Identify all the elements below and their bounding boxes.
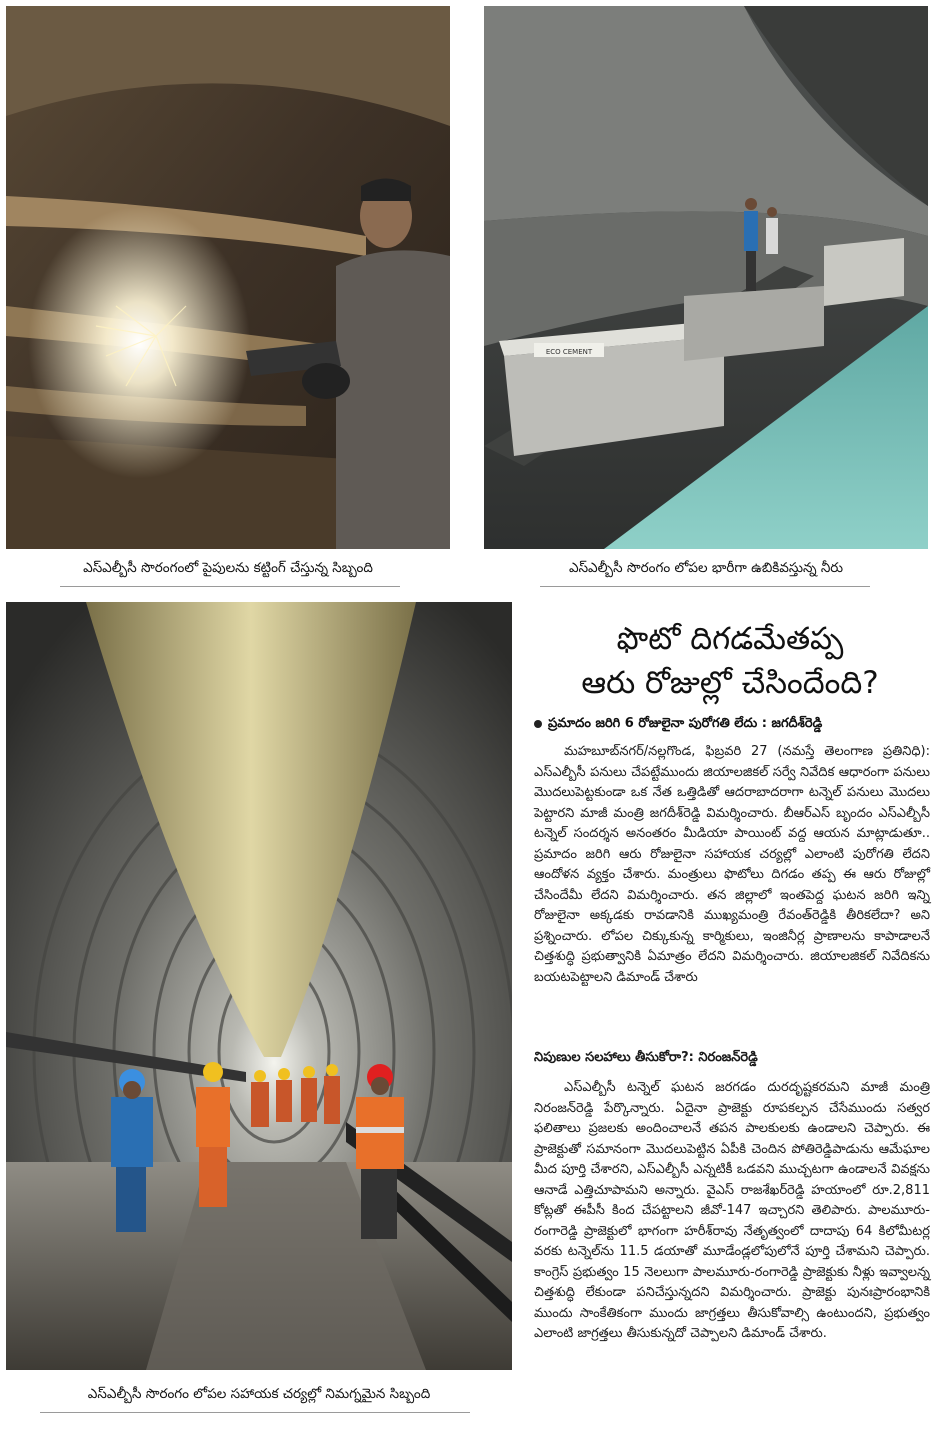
photo1-caption: ఎస్ఎల్బీసీ సొరంగంలో పైపులను కట్టింగ్ చేస్తున్న సిబ్బంది [83, 560, 373, 576]
photo2-caption-rule [540, 586, 870, 587]
article-headline-line2: ఆరు రోజుల్లో చేసిందేంది? [581, 665, 879, 701]
article-paragraph-1: మహబూబ్‌నగర్/నల్లగొండ, ఫిబ్రవరి 27 (నమస్తే తెలంగాణ ప్రతినిధి): ఎస్ఎల్బీసీ పనులు చేపట్టేముందు జియాలజికల్ సర్వే నివేదిక ఆధారంగా పనులు మొదలుపెట్టకుండా ఒక నేత ఒత్తిడితో ఆదరాబాదరాగా టన్నెల్ పనులు మొదలు పెట్టారని మాజీ మంత్రి జగదీశ్‌రెడ్డి విమర్శించారు. బీఆర్ఎస్ బృందం ఎస్ఎల్బీసీ టన్నెల్ సందర్శన అనంతరం మీడియా పాయింట్ వద్ద ఆయన మాట్లాడుతూ.. ప్రమాదం జరిగి ఆరు రోజులైనా సహాయక చర్యల్లో ఎలాంటి పురోగతి లేదని ఆందోళన వ్యక్తం చేశారు. మంత్రులు ఫొటోలు దిగడం తప్ప ఈ ఆరు రోజుల్లో చేసిందేమీ లేదని విమర్శించారు. తన జిల్లాలో ఇంతపెద్ద ఘటన జరిగి ఇన్ని రోజులైనా అక్కడకు రావడానికి ముఖ్యమంత్రి రేవంత్‌రెడ్డికి తీరికలేదా? అని ప్రశ్నించారు. లోపల చిక్కుకున్న కార్మికులు, ఇంజినీర్ల ప్రాణాలను కాపాడాలనే చిత్తశుద్ధి ప్రభుత్వానికి ఏమాత్రం లేదని విమర్శించారు. జియాలజికల్ నివేదికను బయటపెట్టాలని డిమాండ్ చేశారు [534, 744, 930, 985]
photo3-caption-rule [40, 1412, 470, 1413]
cement-box-label: ECO CEMENT [545, 348, 593, 356]
article-subhead-text: ప్రమాదం జరిగి 6 రోజులైనా పురోగతి లేదు : జగదీశ్‌రెడ్డి [548, 716, 823, 731]
article-subhead [534, 716, 930, 734]
photo-rescue-team [6, 602, 512, 1370]
article-section2-head: నిపుణుల సలహాలు తీసుకోరా?: నిరంజన్‌రెడ్డి [534, 1050, 758, 1065]
photo-water-flooding [484, 6, 928, 549]
bullet-icon [534, 720, 542, 728]
article-paragraph-2: ఎస్ఎల్బీసీ టన్నెల్ ఘటన జరగడం దురదృష్టకరమని మాజీ మంత్రి నిరంజన్‌రెడ్డి పేర్కొన్నారు. ఏదైనా ప్రాజెక్టు రూపకల్పన చేసేముందు సత్వర ఫలితాలు ప్రజలకు అందించాలనే తపన పాలకులకు ఉండాలని చెప్పారు. ఈ ప్రాజెక్టుతో సమానంగా మొదలుపెట్టిన ఏపీకి చెందిన పోతిరెడ్డిపాడును ఆమేఘాల మీద పూర్తి చేశారని, ఎస్ఎల్బీసీ ఎన్నటికీ ఒడవని ముచ్చటగా ఉండాలనే వివక్షను ఆనాడే ఎత్తిచూపామని అన్నారు. వైఎస్ రాజశేఖర్‌రెడ్డి హయాంలో రూ.2,811 కోట్లతో ఈపీసీ కింద చేపట్టాలని జీవో-147 ఇచ్చారని తెలిపారు. పాలమూరు-రంగారెడ్డి ప్రాజెక్టులో భాగంగా హరీశ్‌రావు నేతృత్వంలో దాదాపు 64 కిలోమీటర్ల వరకు టన్నెల్‌ను 11.5 డయాతో మూడేండ్లలోపులోనే పూర్తి చేశామని చెప్పారు. కాంగ్రెస్ ప్రభుత్వం 15 నెలలుగా పాలమూరు-రంగారెడ్డి ప్రాజెక్టుకు నీళ్లు ఇవ్వాలన్న చిత్తశుద్ధి లేకుండా పనిచేస్తున్నదని విమర్శించారు. ప్రాజెక్టు పునఃప్రారంభానికి ముందు సాంకేతికంగా ముందు జాగ్రత్తలు తీసుకోవాల్సి ఉంటుందని, ప్రభుత్వం ఎలాంటి జాగ్రత్తలు తీసుకున్నదో చెప్పాలని డిమాండ్ చేశారు. [534, 1080, 930, 1341]
photo-pipe-cutting [6, 6, 450, 549]
photo3-caption: ఎస్ఎల్బీసీ సొరంగం లోపల సహాయక చర్యల్లో నిమగ్నమైన సిబ్బంది [87, 1386, 431, 1402]
article-headline-line1: ఫొటో దిగడమేతప్ప [616, 621, 844, 657]
photo1-caption-rule [60, 586, 400, 587]
photo2-caption: ఎస్ఎల్బీసీ సొరంగం లోపల భారీగా ఉబికివస్తున్న నీరు [568, 560, 843, 576]
